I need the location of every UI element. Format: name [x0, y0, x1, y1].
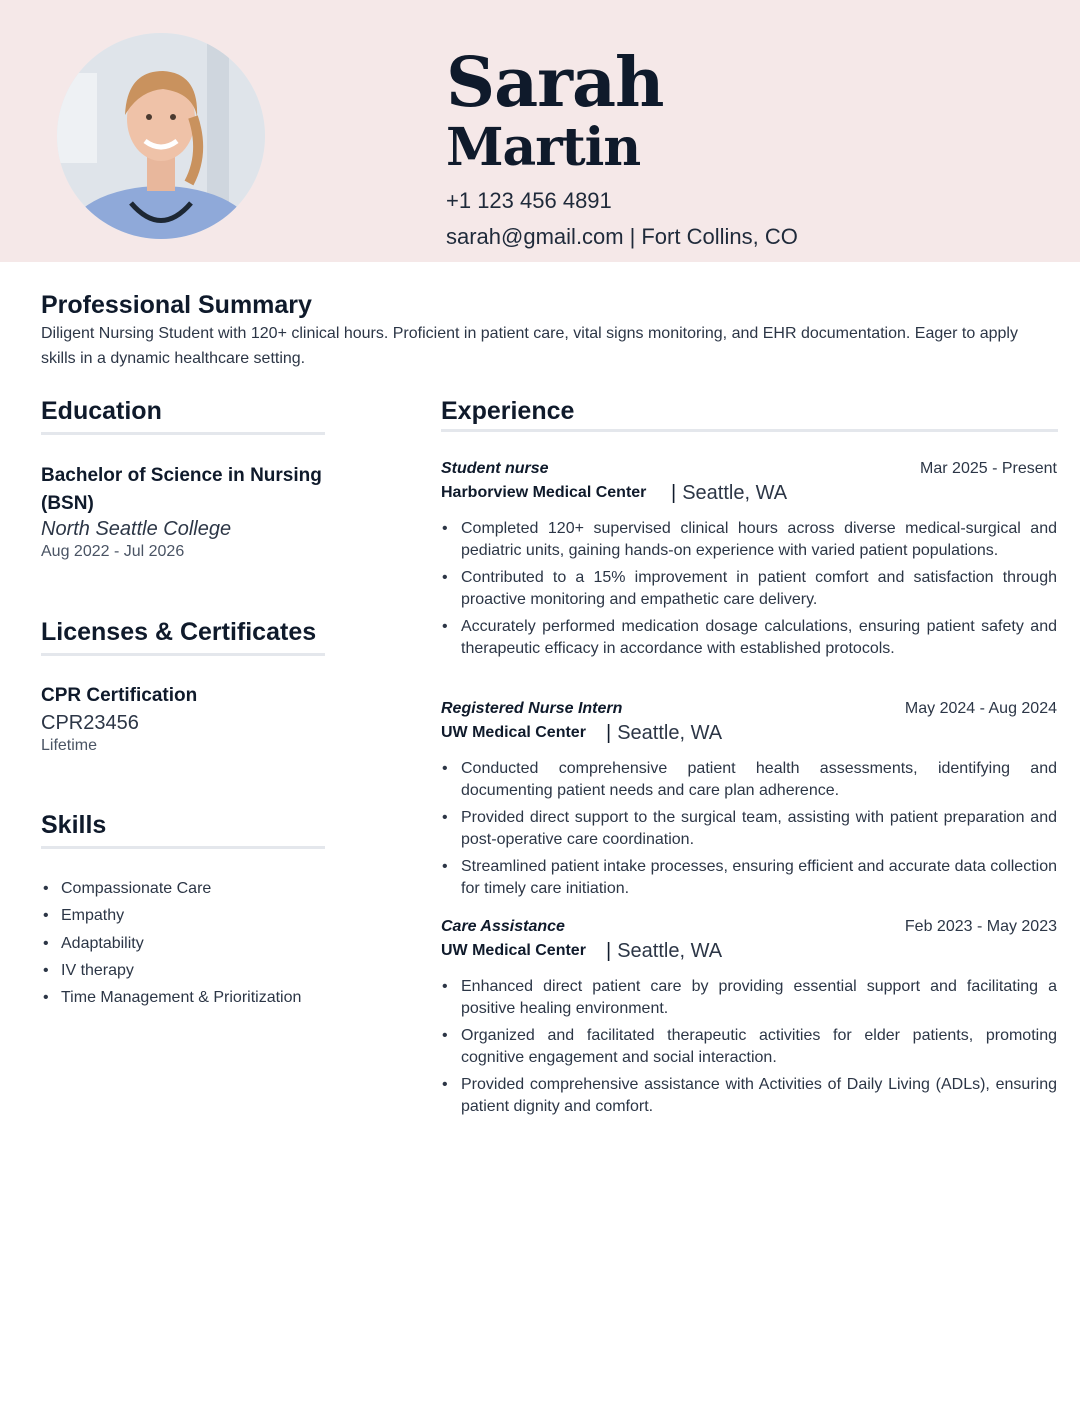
summary-text: Diligent Nursing Student with 120+ clinical hours. Proficient in patient care, vital signs monitoring, and EHR documentation. Eager to apply skills in a dynamic healthcare setting.	[41, 325, 1018, 367]
email: sarah@gmail.com	[446, 224, 624, 249]
education-school: North Seattle College	[41, 518, 232, 540]
job-bullet: • Conducted comprehensive patient health assessments, identifying and documenting patient needs and care plan adherence.	[441, 758, 1057, 802]
skill-item: • Empathy	[41, 902, 301, 929]
job-bullet: • Organized and facilitated therapeutic activities for elder patients, promoting cognitive engagement and social interaction.	[441, 1025, 1057, 1069]
certificate-term: Lifetime	[41, 737, 98, 754]
job-organization: UW Medical Center	[441, 724, 586, 741]
job-dates: May 2024 - Aug 2024	[904, 700, 1057, 717]
skills-divider	[41, 846, 325, 849]
certificate-name: CPR Certification	[41, 685, 198, 706]
header-banner	[0, 0, 1080, 262]
job-location: Seattle, WA	[682, 482, 788, 504]
job-bullet: • Completed 120+ supervised clinical hours across diverse medical-surgical and pediatric units, gaining hands-on experience with varied patient populations.	[441, 518, 1057, 562]
job-bullet: • Streamlined patient intake processes, ensuring efficient and accurate data collection for timely care initiation.	[441, 856, 1057, 900]
skills-list	[41, 875, 301, 1011]
contact-line: sarah@gmail.com | Fort Collins, CO	[446, 224, 798, 249]
skill-item: • Compassionate Care	[41, 875, 301, 902]
job-organization: UW Medical Center	[441, 942, 586, 959]
last-name: Martin	[446, 117, 641, 178]
education-divider	[41, 432, 325, 435]
job-location-line: | Seattle, WA	[606, 722, 723, 744]
job-role: Student nurse	[441, 460, 549, 477]
job-role: Care Assistance	[441, 918, 565, 935]
job-location: Seattle, WA	[617, 940, 723, 962]
certificate-id: CPR23456	[41, 712, 139, 734]
job-bullet: • Provided comprehensive assistance with Activities of Daily Living (ADLs), ensuring patient dignity and comfort.	[441, 1074, 1057, 1118]
job-bullets	[441, 518, 1057, 665]
job-dates: Feb 2023 - May 2023	[904, 918, 1057, 935]
job-bullet: • Contributed to a 15% improvement in patient comfort and satisfaction through proactive monitoring and empathetic care delivery.	[441, 567, 1057, 611]
experience-divider	[441, 429, 1058, 432]
first-name: Sarah	[446, 43, 664, 123]
phone-number: +1 123 456 4891	[446, 188, 612, 213]
job-dates: Mar 2025 - Present	[920, 460, 1057, 477]
job-organization: Harborview Medical Center	[441, 484, 647, 501]
education-title: Education	[41, 397, 162, 425]
education-degree: Bachelor of Science in Nursing (BSN)	[41, 465, 322, 514]
job-bullet: • Accurately performed medication dosage calculations, ensuring patient safety and therapeutic efficacy in accordance with established protocols.	[441, 616, 1057, 660]
skill-item: • Time Management & Prioritization	[41, 984, 301, 1011]
profile-photo-icon	[57, 33, 265, 239]
job-bullets	[441, 976, 1057, 1123]
job-location-line: | Seattle, WA	[671, 482, 788, 504]
job-location-line: | Seattle, WA	[606, 940, 723, 962]
skill-item: • IV therapy	[41, 957, 301, 984]
licenses-divider	[41, 653, 325, 656]
job-bullets	[441, 758, 1057, 905]
job-role: Registered Nurse Intern	[441, 700, 623, 717]
job-bullet: • Enhanced direct patient care by providing essential support and facilitating a positive healing environment.	[441, 976, 1057, 1020]
skill-item: • Adaptability	[41, 930, 301, 957]
job-bullet: • Provided direct support to the surgical team, assisting with patient preparation and post-operative care coordination.	[441, 807, 1057, 851]
licenses-title: Licenses & Certificates	[41, 618, 317, 646]
experience-title: Experience	[441, 397, 575, 425]
education-dates: Aug 2022 - Jul 2026	[41, 543, 185, 560]
summary-title: Professional Summary	[41, 291, 312, 319]
skills-title: Skills	[41, 811, 107, 839]
home-location: Fort Collins, CO	[641, 224, 798, 249]
job-location: Seattle, WA	[617, 722, 723, 744]
profile-photo	[57, 33, 265, 239]
